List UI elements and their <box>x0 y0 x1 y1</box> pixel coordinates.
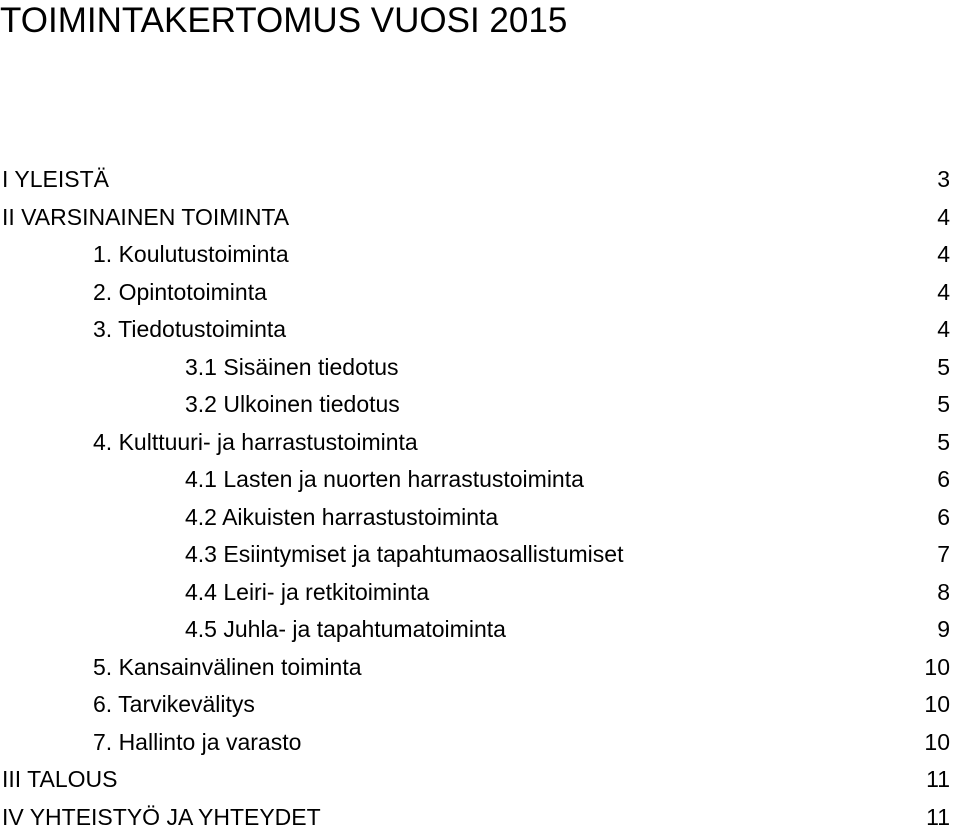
toc-entry <box>0 386 960 424</box>
toc-entry <box>0 311 960 349</box>
toc-entry-page: 8 <box>937 574 950 612</box>
toc-entry-label: III TALOUS <box>2 761 117 799</box>
toc-entry-label: 4.5 Juhla- ja tapahtumatoiminta <box>185 611 506 649</box>
toc-entry <box>0 761 960 799</box>
toc-entry-page: 11 <box>926 799 950 836</box>
page-title: TOIMINTAKERTOMUS VUOSI 2015 <box>0 0 567 42</box>
toc-entry-label: 3. Tiedotustoiminta <box>93 311 286 349</box>
toc-entry-page: 10 <box>924 724 950 762</box>
toc-entry-page: 5 <box>937 349 950 387</box>
toc-entry-label: 4.4 Leiri- ja retkitoiminta <box>185 574 429 612</box>
toc-entry <box>0 799 960 836</box>
toc-entry <box>0 536 960 574</box>
toc-entry <box>0 574 960 612</box>
toc-entry <box>0 161 960 199</box>
toc-entry-label: 4. Kulttuuri- ja harrastustoiminta <box>93 424 418 462</box>
toc-entry <box>0 611 960 649</box>
toc-entry-page: 6 <box>937 499 950 537</box>
toc-entry-page: 4 <box>937 236 950 274</box>
toc-entry <box>0 236 960 274</box>
toc-entry-label: 1. Koulutustoiminta <box>93 236 289 274</box>
toc-entry-page: 10 <box>924 649 950 687</box>
toc-entry-page: 5 <box>937 424 950 462</box>
toc-entry-label: 7. Hallinto ja varasto <box>93 724 301 762</box>
toc-entry <box>0 686 960 724</box>
toc-entry-page: 11 <box>926 761 950 799</box>
toc-entry <box>0 649 960 687</box>
toc-entry-label: 3.2 Ulkoinen tiedotus <box>185 386 400 424</box>
toc-entry <box>0 424 960 462</box>
toc-entry-page: 4 <box>937 199 950 237</box>
toc-entry-page: 6 <box>937 461 950 499</box>
toc-entry-page: 7 <box>937 536 950 574</box>
toc-entry-page: 4 <box>937 274 950 312</box>
toc-entry-label: IV YHTEISTYÖ JA YHTEYDET <box>2 799 321 836</box>
toc-entry-page: 5 <box>937 386 950 424</box>
toc-entry-label: 5. Kansainvälinen toiminta <box>93 649 362 687</box>
toc-entry-label: 4.1 Lasten ja nuorten harrastustoiminta <box>185 461 584 499</box>
toc-entry <box>0 274 960 312</box>
toc-entry-label: 6. Tarvikevälitys <box>93 686 255 724</box>
toc-entry <box>0 499 960 537</box>
toc-entry-label: 4.2 Aikuisten harrastustoiminta <box>185 499 498 537</box>
toc-entry <box>0 349 960 387</box>
toc-entry-label: 4.3 Esiintymiset ja tapahtumaosallistumiset <box>185 536 623 574</box>
toc-entry-page: 4 <box>937 311 950 349</box>
toc-entry <box>0 199 960 237</box>
toc-entry-label: 2. Opintotoiminta <box>93 274 267 312</box>
table-of-contents <box>0 161 960 836</box>
toc-entry-label: 3.1 Sisäinen tiedotus <box>185 349 399 387</box>
toc-entry-page: 9 <box>937 611 950 649</box>
toc-entry <box>0 724 960 762</box>
toc-entry-page: 3 <box>937 161 950 199</box>
toc-entry-label: II VARSINAINEN TOIMINTA <box>2 199 289 237</box>
toc-entry-label: I YLEISTÄ <box>2 161 109 199</box>
toc-entry <box>0 461 960 499</box>
toc-entry-page: 10 <box>924 686 950 724</box>
